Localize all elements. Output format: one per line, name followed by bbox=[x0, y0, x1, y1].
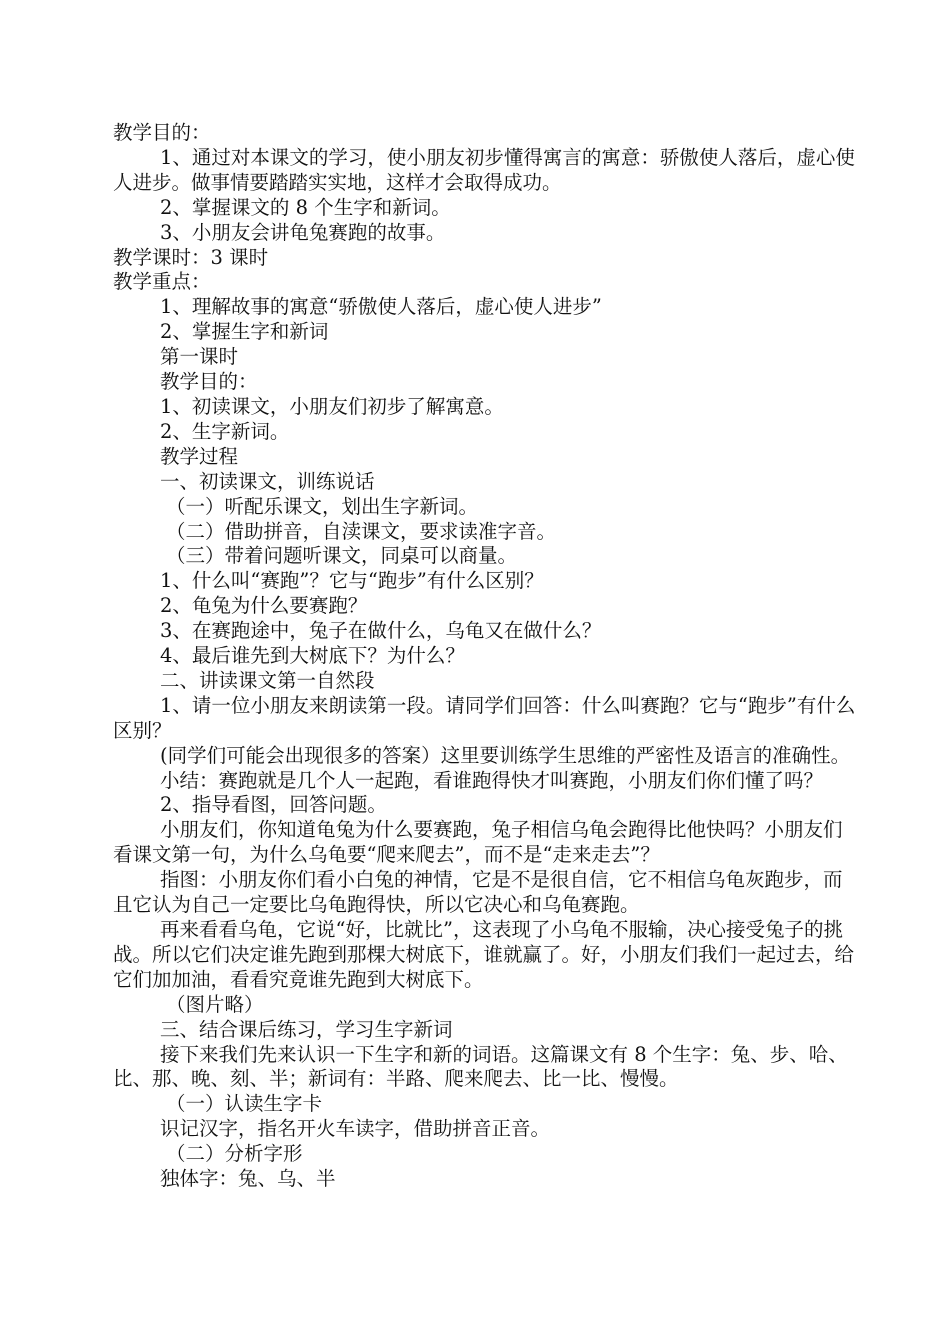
sub-step: （二）借助拼音，自渎课文，要求读准字音。 bbox=[166, 519, 557, 543]
objective-item: 2、掌握课文的 8 个生字和新词。 bbox=[160, 195, 451, 219]
body-paragraph: 识记汉字，指名开火车读字，借助拼音正音。 bbox=[160, 1117, 551, 1141]
document-body bbox=[113, 121, 860, 1192]
section-heading: 三、结合课后练习，学习生字新词 bbox=[160, 1017, 453, 1041]
body-paragraph: 指图：小朋友你们看小白兔的神情，它是不是很自信，它不相信乌龟灰跑步，而且它认为自己一定要比乌龟跑得快，所以它决心和乌龟赛跑。 bbox=[113, 868, 843, 917]
teaching-process-heading: 教学过程 bbox=[160, 444, 239, 468]
question-item: 3、在赛跑途中，兔子在做什么，乌龟又在做什么？ bbox=[160, 619, 602, 643]
lesson-objective-item: 1、初读课文，小朋友们初步了解寓意。 bbox=[160, 394, 504, 418]
lesson-objective-item: 2、生字新词。 bbox=[160, 419, 290, 443]
sub-step: （一）听配乐课文，划出生字新词。 bbox=[166, 494, 479, 518]
section-heading: 二、讲读课文第一自然段 bbox=[160, 668, 375, 692]
body-paragraph: 2、指导看图，回答问题。 bbox=[160, 793, 387, 817]
image-omitted-note: （图片略） bbox=[166, 992, 264, 1016]
lesson-title: 第一课时 bbox=[160, 345, 239, 369]
body-paragraph: 接下来我们先来认识一下生字和新的词语。这篇课文有 8 个生字：兔、步、哈、比、那、晚、刻、半；新词有：半路、爬来爬去、比一比、慢慢。 bbox=[113, 1042, 848, 1091]
body-paragraph: 再来看看乌龟，它说“好，比就比”，这表现了小乌龟不服输，决心接受兔子的挑战。所以它们决定谁先跑到那棵大树底下，谁就赢了。好，小朋友们我们一起过去，给它们加加油，看看究竟谁先跑到大树底下。 bbox=[113, 918, 855, 991]
body-paragraph: 1、请一位小朋友来朗读第一段。请同学们回答：什么叫赛跑？它与“跑步”有什么区别？ bbox=[113, 693, 856, 742]
body-paragraph: 独体字：兔、乌、半 bbox=[160, 1167, 336, 1191]
heading-class-hours: 教学课时：3 课时 bbox=[113, 245, 269, 269]
heading-teaching-objectives: 教学目的： bbox=[113, 121, 211, 144]
body-paragraph: (同学们可能会出现很多的答案）这里要训练学生思维的严密性及语言的准确性。 bbox=[160, 743, 851, 767]
objective-item: 1、通过对本课文的学习，使小朋友初步懂得寓言的寓意：骄傲使人落后，虚心使人进步。做事情要踏踏实实地，这样才会取得成功。 bbox=[113, 145, 855, 194]
objective-item: 3、小朋友会讲龟兔赛跑的故事。 bbox=[160, 220, 446, 244]
heading-key-points: 教学重点： bbox=[113, 270, 211, 294]
sub-step: （二）分析字形 bbox=[166, 1142, 303, 1166]
body-paragraph: 小朋友们，你知道龟兔为什么要赛跑，兔子相信乌龟会跑得比他快吗？小朋友们看课文第一句，为什么乌龟要“爬来爬去”，而不是“走来走去”？ bbox=[113, 818, 843, 867]
key-point-item: 1、理解故事的寓意“骄傲使人落后，虚心使人进步” bbox=[160, 295, 602, 319]
section-heading: 一、初读课文，训练说话 bbox=[160, 469, 375, 493]
body-paragraph: 小结：赛跑就是几个人一起跑，看谁跑得快才叫赛跑，小朋友们你们懂了吗？ bbox=[160, 768, 824, 792]
question-item: 2、龟兔为什么要赛跑？ bbox=[160, 594, 368, 618]
sub-step: （一）认读生字卡 bbox=[166, 1092, 323, 1116]
lesson-objectives-heading: 教学目的： bbox=[160, 370, 258, 394]
question-item: 4、最后谁先到大树底下？为什么？ bbox=[160, 644, 465, 668]
key-point-item: 2、掌握生字和新词 bbox=[160, 320, 329, 344]
question-item: 1、什么叫“赛跑”？它与“跑步”有什么区别？ bbox=[160, 569, 544, 593]
sub-step: （三）带着问题听课文，同桌可以商量。 bbox=[166, 544, 518, 568]
